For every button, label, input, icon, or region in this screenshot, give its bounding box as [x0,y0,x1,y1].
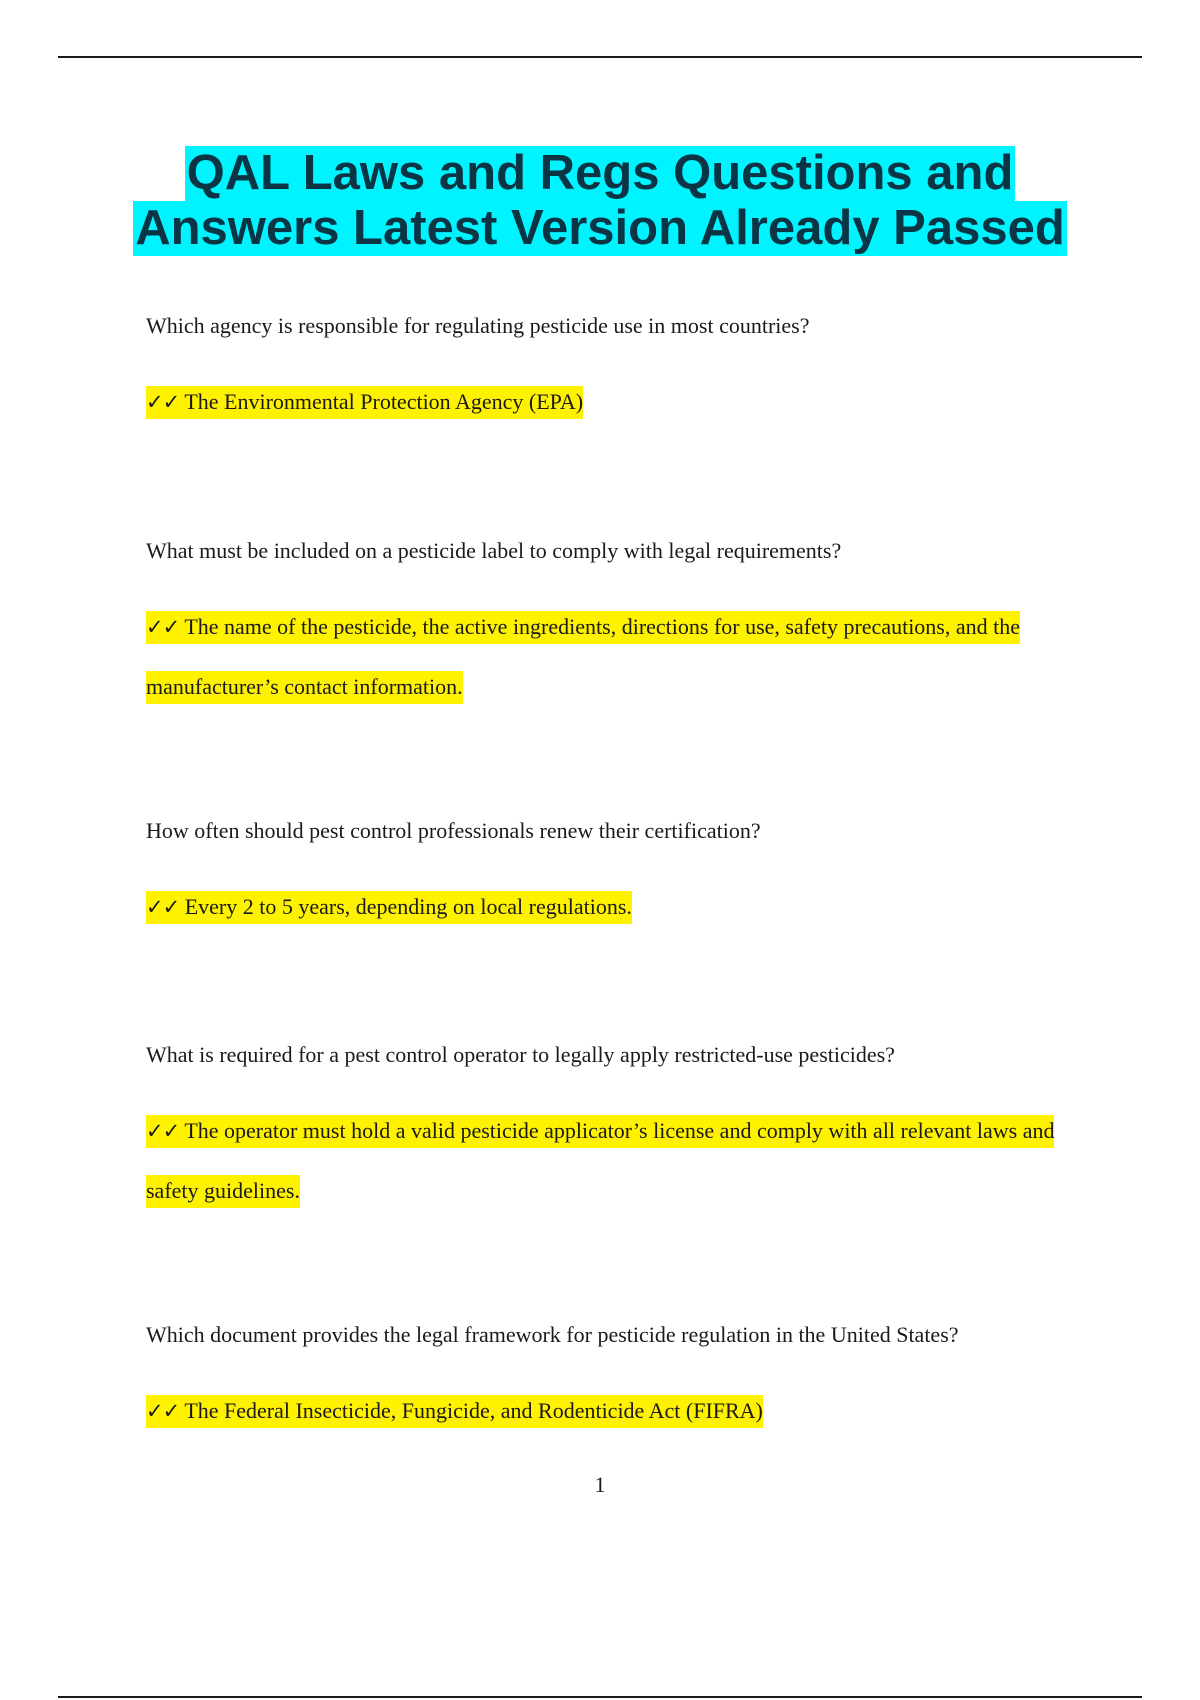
check-mark-icon: ✓✓ [146,895,180,919]
answer-5 [146,1381,1086,1441]
question-5: Which document provides the legal framework for pesticide regulation in the United States? [146,1322,959,1347]
check-mark-icon: ✓✓ [146,390,180,414]
question-2: What must be included on a pesticide label to comply with legal requirements? [146,538,842,563]
page-number: 1 [594,1472,606,1497]
title-line-2: Answers Latest Version Already Passed [135,201,1065,255]
question-1: Which agency is responsible for regulating pesticide use in most countries? [146,313,810,338]
answer-3 [146,877,1086,937]
answer-4-text: The operator must hold a valid pesticide applicator’s license and comply with all relevant laws and safety guidelines. [146,1118,1055,1203]
top-rule [58,56,1142,58]
answer-1-text: The Environmental Protection Agency (EPA) [184,389,584,414]
title-line-1: QAL Laws and Regs Questions and [186,146,1014,200]
bottom-rule [58,1696,1142,1698]
check-mark-icon: ✓✓ [146,1399,180,1423]
answer-5-text: The Federal Insecticide, Fungicide, and Rodenticide Act (FIFRA) [184,1398,763,1423]
answer-2-text: The name of the pesticide, the active ingredients, directions for use, safety precautions, and the manufacturer’s contact information. [146,614,1021,699]
question-4: What is required for a pest control operator to legally apply restricted-use pesticides? [146,1042,895,1067]
check-mark-icon: ✓✓ [146,1119,180,1143]
answer-2 [146,597,1086,717]
question-3: How often should pest control professionals renew their certification? [146,818,761,843]
check-mark-icon: ✓✓ [146,615,180,639]
answer-3-text: Every 2 to 5 years, depending on local regulations. [184,894,632,919]
answer-4 [146,1101,1086,1221]
answer-1 [146,372,1086,432]
document-title [0,146,1200,256]
